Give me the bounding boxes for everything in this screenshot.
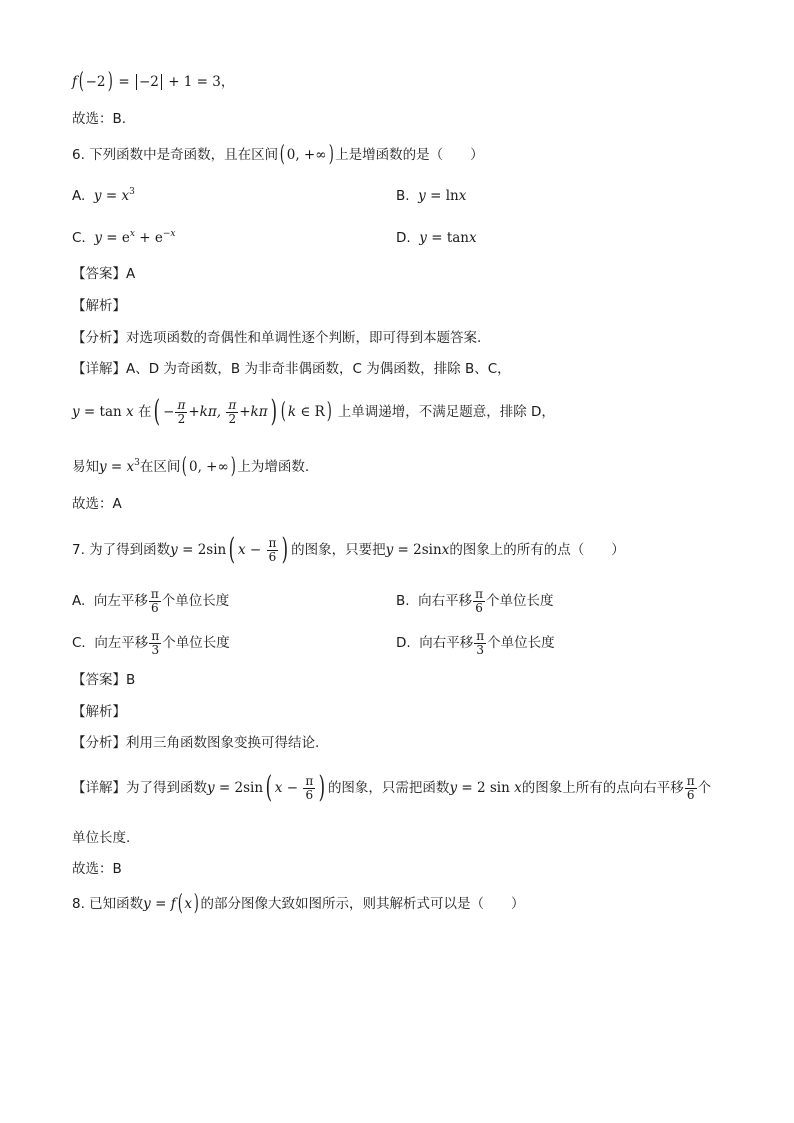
q6-option-a: A. $y = x^3$	[72, 187, 135, 204]
q7-answer: 【答案】B	[72, 672, 136, 688]
question-7-stem: 7. 为了得到函数y = 2sin( x − $\frac{\pi}{6}$ ) 的图象，只要把y = 2sinx的图象上的所有的点（ ）	[72, 532, 625, 567]
choose-line-5: 故选：B.	[72, 111, 127, 127]
q7-choose: 故选：B	[72, 861, 122, 877]
q6-answer: 【答案】A	[72, 266, 136, 282]
q7-analysis: 【分析】利用三角函数图象变换可得结论.	[72, 735, 320, 751]
q6-choose: 故选：A	[72, 496, 122, 512]
q6-option-c: C. $y = e^x + e^{-x}$	[72, 229, 176, 246]
q6-option-b: B. y = lnx	[396, 188, 467, 204]
q7-option-b: B. 向右平移 $\frac{\pi}{6}$ 个单位长度	[396, 586, 554, 615]
q6-detail: 【详解】A、D 为奇函数，B 为非奇非偶函数，C 为偶函数，排除 B、C，	[72, 361, 511, 377]
q7-option-a: A. 向左平移 $\frac{\pi}{6}$ 个单位长度	[72, 586, 230, 615]
q7-detail-cont: 单位长度.	[72, 830, 131, 846]
q6-tan-line: y = tan x 在( − $\frac{\pi}{2}$ +kπ, $\frac{\pi}{2}$ +kπ) ( k ∈ R) 上单调递增，不满足题意，排除 D，	[72, 394, 555, 429]
question-8-stem: 8. 已知函数y = f( x) 的部分图像大致如图所示，则其解析式可以是（ ）	[72, 891, 525, 916]
q6-analysis: 【分析】对选项函数的奇偶性和单调性逐个判断，即可得到本题答案.	[72, 330, 482, 346]
q7-analysis-heading: 【解析】	[72, 704, 126, 720]
q6-analysis-heading: 【解析】	[72, 298, 126, 314]
q6-option-d: D. y = tanx	[396, 230, 477, 246]
q7-detail: 【详解】为了得到函数y = 2sin( x − $\frac{\pi}{6}$ ) 的图象，只需把函数y = 2 sin x的图象上所有的点向右平移 $\frac{\pi}{6}$ 个	[72, 770, 712, 805]
q7-option-c: C. 向左平移 $\frac{\pi}{3}$ 个单位长度	[72, 628, 230, 657]
q7-option-d: D. 向右平移 $\frac{\pi}{3}$ 个单位长度	[396, 628, 555, 657]
q6-cube-line: 易知$y = x^3$在区间( 0, +∞) 上为增函数.	[72, 454, 310, 479]
calc-line: f( −2) = −2 + 1 = 3，	[72, 69, 235, 94]
question-6-stem: 6. 下列函数中是奇函数，且在区间( 0, +∞) 上是增函数的是（ ）	[72, 142, 484, 167]
